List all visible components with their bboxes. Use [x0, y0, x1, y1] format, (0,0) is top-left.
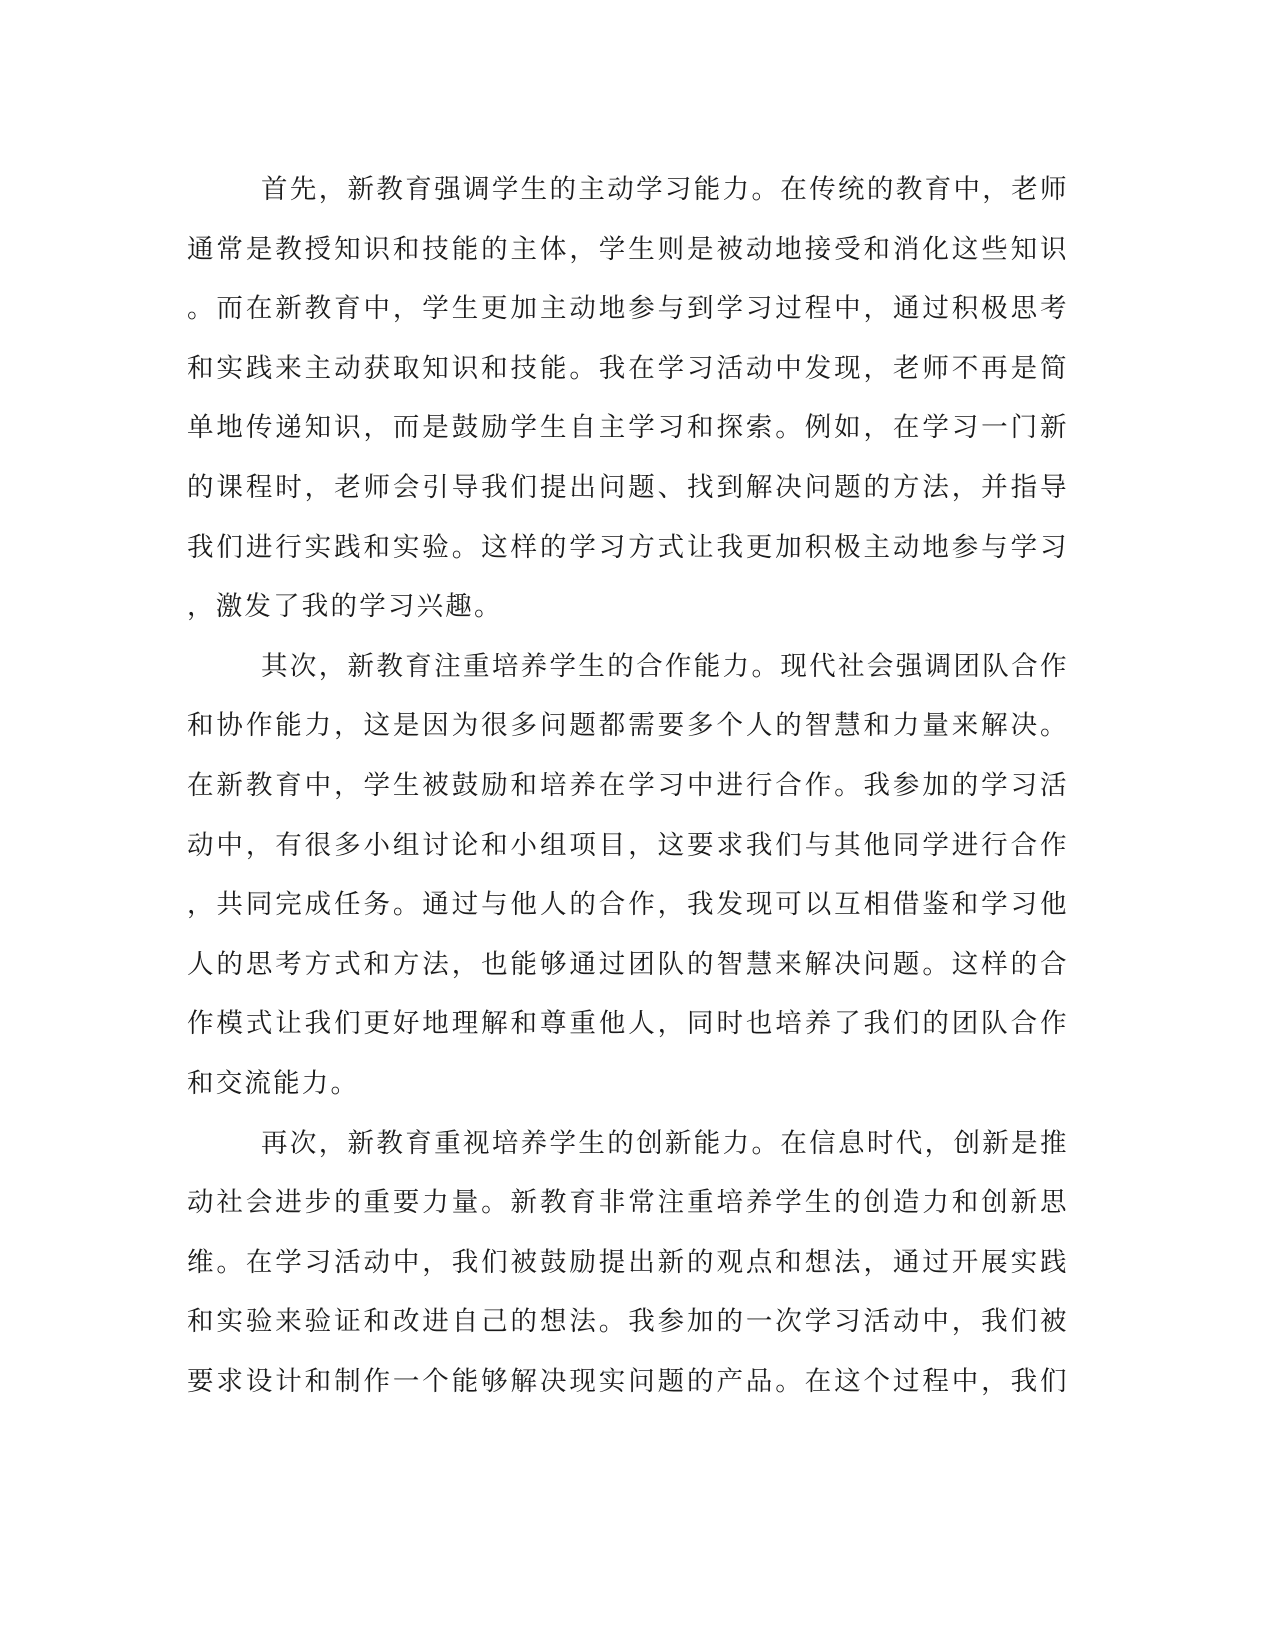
paragraph-line: 再次，新教育重视培养学生的创新能力。在信息时代，创新是推	[261, 1127, 1067, 1159]
paragraph-line: ，共同完成任务。通过与他人的合作，我发现可以互相借鉴和学习他	[187, 889, 1067, 921]
paragraph-line: ，激发了我的学习兴趣。	[187, 591, 503, 623]
paragraph-line: 人的思考方式和方法，也能够通过团队的智慧来解决问题。这样的合	[187, 948, 1067, 980]
paragraph-line: 的课程时，老师会引导我们提出问题、找到解决问题的方法，并指导	[187, 471, 1067, 503]
paragraph-line: 和交流能力。	[187, 1067, 360, 1099]
paragraph-line: 我们进行实践和实验。这样的学习方式让我更加积极主动地参与学习	[187, 531, 1067, 563]
paragraph-line: 作模式让我们更好地理解和尊重他人，同时也培养了我们的团队合作	[187, 1008, 1067, 1040]
paragraph-line: 首先，新教育强调学生的主动学习能力。在传统的教育中，老师	[261, 174, 1067, 205]
paragraph-line: 在新教育中，学生被鼓励和培养在学习中进行合作。我参加的学习活	[187, 769, 1067, 801]
document-body	[187, 160, 1067, 1411]
paragraph-line: 。而在新教育中，学生更加主动地参与到学习过程中，通过积极思考	[187, 293, 1067, 325]
paragraph-line: 和实践来主动获取知识和技能。我在学习活动中发现，老师不再是简	[187, 352, 1067, 384]
paragraph-line: 和实验来验证和改进自己的想法。我参加的一次学习活动中，我们被	[187, 1306, 1067, 1338]
paragraph-line: 动中，有很多小组讨论和小组项目，这要求我们与其他同学进行合作	[187, 829, 1067, 861]
paragraph-line: 单地传递知识，而是鼓励学生自主学习和探索。例如，在学习一门新	[187, 412, 1067, 444]
paragraph-line: 通常是教授知识和技能的主体，学生则是被动地接受和消化这些知识	[187, 233, 1067, 265]
paragraph-line: 和协作能力，这是因为很多问题都需要多个人的智慧和力量来解决。	[187, 710, 1067, 742]
paragraph-line: 其次，新教育注重培养学生的合作能力。现代社会强调团队合作	[261, 650, 1067, 682]
paragraph-line: 维。在学习活动中，我们被鼓励提出新的观点和想法，通过开展实践	[187, 1246, 1067, 1278]
paragraph-line: 要求设计和制作一个能够解决现实问题的产品。在这个过程中，我们	[187, 1365, 1067, 1397]
paragraph-line: 动社会进步的重要力量。新教育非常注重培养学生的创造力和创新思	[187, 1187, 1067, 1219]
